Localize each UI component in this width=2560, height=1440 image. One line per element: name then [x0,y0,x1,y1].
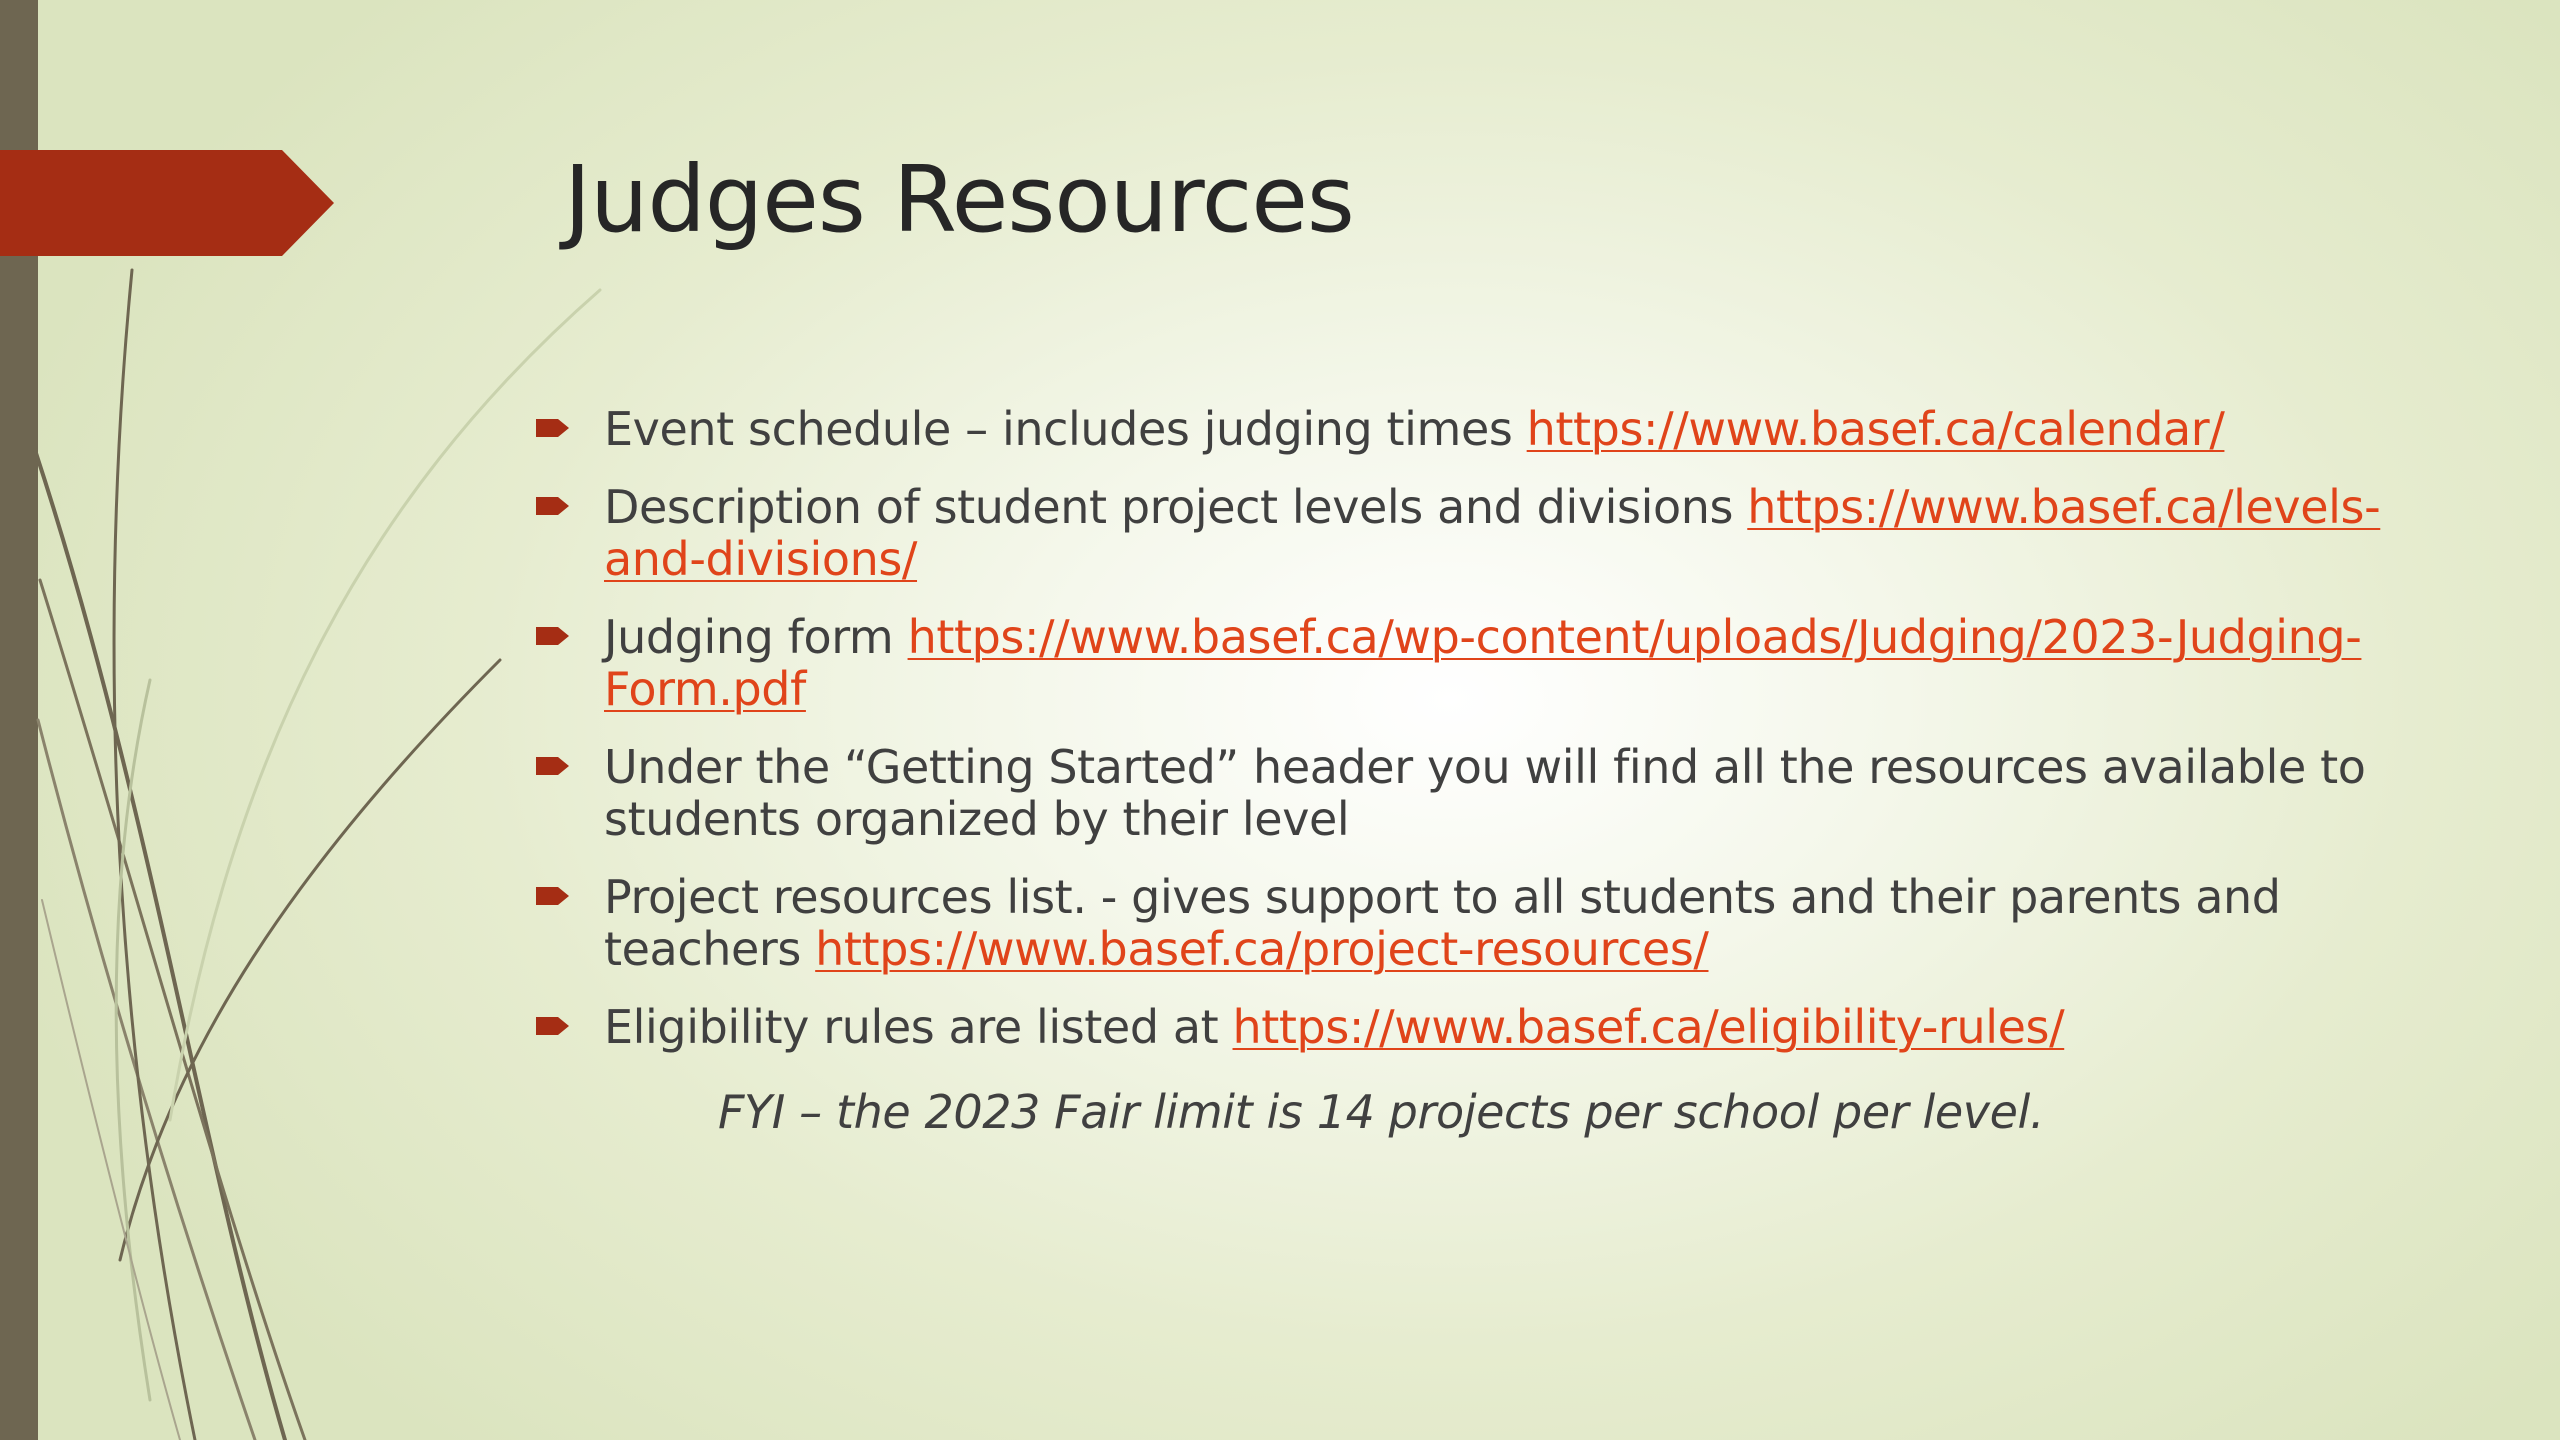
bullet-text: Judging form [604,610,908,664]
arrow-tab-icon [0,150,340,256]
bullet-text: Event schedule – includes judging times [604,402,1527,456]
bullet-text: Eligibility rules are listed at [604,1000,1233,1054]
bullet-item [536,481,2416,585]
arrow-bullet-icon [536,1015,570,1037]
arrow-bullet-icon [536,625,570,647]
arrow-bullet-icon [536,495,570,517]
arrow-bullet-icon [536,885,570,907]
bullet-text: Under the “Getting Started” header you will find all the resources available to students organized by their level [604,740,2366,846]
arrow-bullet-icon [536,755,570,777]
judging-form-link[interactable]: https://www.basef.ca/wp-content/uploads/Judging/2023-Judging-Form.pdf [604,610,2362,716]
fyi-note: FYI – the 2023 Fair limit is 14 projects per school per level. [718,1085,2045,1139]
eligibility-rules-link[interactable]: https://www.basef.ca/eligibility-rules/ [1232,1000,2065,1054]
arrow-bullet-icon [536,417,570,439]
bullet-item [536,611,2416,715]
calendar-link[interactable]: https://www.basef.ca/calendar/ [1526,402,2225,456]
bullet-text: Description of student project levels and divisions [604,480,1748,534]
bullet-text: Project resources list. - gives support to all students and their parents and teachers [604,870,2281,976]
bullet-list [536,403,2416,1079]
bullet-item [536,741,2416,845]
levels-and-divisions-link[interactable]: https://www.basef.ca/levels-and-divisions/ [604,480,2381,586]
bullet-item [536,871,2416,975]
slide-title: Judges Resources [564,146,1354,253]
bullet-item [536,1001,2416,1053]
bullet-item [536,403,2416,455]
project-resources-link[interactable]: https://www.basef.ca/project-resources/ [815,922,1709,976]
